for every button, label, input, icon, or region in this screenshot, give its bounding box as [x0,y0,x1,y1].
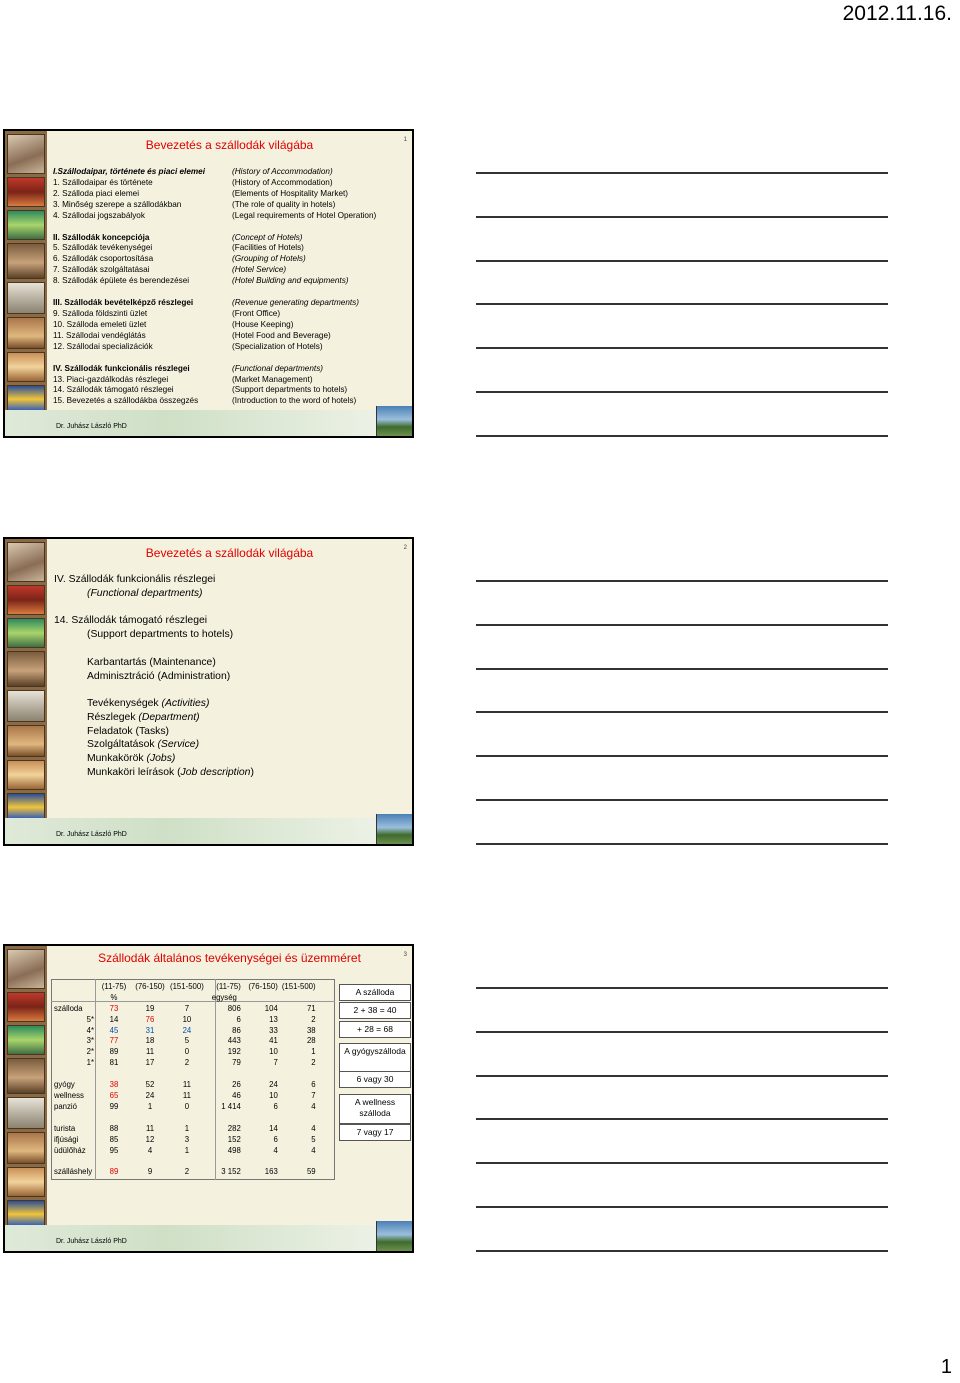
value-cell: 13 [269,1014,278,1024]
toc-row: 15. Bevezetés a szállodákba összegzés (Introduction to the word of hotels) [53,396,357,406]
table-row [52,1014,318,1025]
unit-label: % [110,992,118,1002]
value-cell: 24 [269,1080,278,1090]
table-row [52,1057,318,1068]
value-cell: 59 [306,1167,316,1177]
value-cell: 0 [184,1047,190,1057]
row-label: üdülőház [54,1145,86,1155]
table-unit-row [52,992,318,1003]
value-cell: 12 [145,1134,155,1144]
column-header: (76-150) [135,981,165,991]
value-cell: 192 [227,1047,241,1057]
value-cell: 282 [227,1123,241,1133]
table-row [52,1025,318,1036]
row-label: turista [54,1123,76,1133]
table-cell [52,1155,96,1166]
table-cell [52,1112,96,1123]
value-cell: 24 [182,1025,192,1035]
restaurant-photo [7,585,45,615]
row-label: 5* [86,1014,94,1024]
value-cell: 71 [306,1003,316,1013]
slide-3 [3,944,414,1253]
value-cell: 19 [145,1003,155,1013]
list-item: Szolgáltatások (Service) [87,739,200,751]
lobby-photo [7,243,45,279]
hotel-size-table [52,981,318,1177]
cleaning-cart-photo [7,385,45,411]
page-date: 2012.11.16. [842,2,952,25]
slide-author: Dr. Juhász László PhD [56,1238,127,1245]
cleaning-cart-photo [7,1200,45,1226]
row-label: panzió [54,1101,77,1111]
note-line [476,1206,888,1208]
column-header: (76-150) [248,981,278,991]
row-label: 4* [86,1025,94,1035]
column-header: (151-500) [170,981,204,991]
subheading-en: (Support departments to hotels) [87,629,234,641]
note-line [476,303,888,305]
bedroom-photo [7,760,45,790]
toc-row: 9. Szálloda földszinti üzlet (Front Office) [53,308,281,318]
column-header: (11-75) [216,981,241,991]
value-cell: 18 [145,1036,155,1046]
bold-item: Karbantartás (Maintenance) [87,656,216,668]
table-gap-row [52,1155,318,1166]
note-line [476,260,888,262]
photo-strip [5,539,47,844]
table-gap-row [52,1068,318,1079]
note-line [476,799,888,801]
side-box: A szálloda [339,984,411,1001]
note-line [476,347,888,349]
value-cell: 498 [227,1145,241,1155]
subheading: 14. Szállodák támogató részlegei [54,615,208,627]
slide-2 [3,537,414,846]
side-box: A gyógyszálloda [339,1043,411,1073]
value-cell: 7 [184,1003,190,1013]
note-line [476,1162,888,1164]
table-row [52,1123,318,1134]
value-cell: 11 [182,1090,191,1100]
service-photo [7,1097,45,1129]
slide-number: 2 [403,545,407,551]
table-row [52,1145,318,1156]
value-cell: 4 [311,1101,316,1111]
table-row [52,1166,318,1177]
table-row [52,1101,318,1112]
value-cell: 24 [145,1090,155,1100]
value-cell: 163 [264,1167,278,1177]
side-box: 7 vagy 17 [339,1124,411,1141]
table-cell [243,992,280,1003]
value-cell: 10 [269,1047,278,1057]
value-cell: 86 [232,1025,241,1035]
value-cell: 89 [109,1167,119,1177]
value-cell: 52 [145,1080,155,1090]
column-header: (11-75) [101,981,127,991]
row-label: 3* [86,1036,94,1046]
service-photo [7,690,45,722]
side-box: 2 + 38 = 40 [339,1002,411,1019]
value-cell: 2 [311,1014,316,1024]
room-photo [7,725,45,757]
photo-strip [5,131,47,436]
note-line [476,1118,888,1120]
reception-photo [7,210,45,240]
note-line [476,668,888,670]
photo-strip [5,946,47,1251]
value-cell: 41 [269,1036,278,1046]
value-cell: 11 [182,1080,191,1090]
value-cell: 73 [109,1003,119,1013]
value-cell: 77 [109,1036,119,1046]
value-cell: 38 [306,1025,316,1035]
slide-author: Dr. Juhász László PhD [56,423,127,430]
room-photo [7,1132,45,1164]
room-photo [7,317,45,349]
value-cell: 76 [145,1014,155,1024]
column-header: (151-500) [281,981,316,991]
value-cell: 3 152 [221,1167,241,1177]
slide-author: Dr. Juhász László PhD [56,831,127,838]
toc-row: II. Szállodák koncepciója (Concept of Hotels) [53,232,303,242]
value-cell: 11 [145,1047,155,1057]
value-cell: 26 [232,1080,241,1090]
value-cell: 6 [273,1101,278,1111]
value-cell: 152 [227,1134,241,1144]
page-number: 1 [940,1356,952,1378]
toc-row: 13. Piaci-gazdálkodás részlegei (Market Management) [53,374,313,384]
list-item: Részlegek (Department) [87,711,200,723]
side-box: A wellness szálloda [339,1094,411,1124]
table-cell [168,992,206,1003]
portrait-photo [7,542,45,582]
lobby-photo [7,651,45,687]
toc-row: III. Szállodák bevételképző részlegei (Revenue generating departments) [53,298,359,308]
value-cell: 45 [109,1025,119,1035]
resort-photo [376,406,412,436]
reception-photo [7,1025,45,1055]
list-item: Feladatok (Tasks) [87,725,169,737]
list-item: Munkakörök (Jobs) [87,753,176,765]
service-photo [7,282,45,314]
slide-title: Bevezetés a szállodák világába [145,546,314,560]
value-cell: 4 [311,1123,316,1133]
table-cell [52,981,96,992]
slide-body [54,573,254,779]
table-header-row [52,981,318,992]
reception-photo [7,618,45,648]
value-cell: 9 [147,1167,153,1177]
note-line [476,172,888,174]
value-cell: 806 [227,1003,241,1013]
value-cell: 10 [269,1090,278,1100]
side-box: + 28 = 68 [339,1021,411,1038]
row-label: 1* [86,1058,94,1068]
note-line [476,1250,888,1252]
toc-row: IV. Szállodák funkcionális részlegei (Functional departments) [53,363,324,373]
note-line [476,711,888,713]
value-cell: 65 [109,1090,119,1100]
restaurant-photo [7,992,45,1022]
table-cell [52,1068,96,1079]
toc-row: 8. Szállodák épülete és berendezései (Hotel Building and equipments) [53,276,349,286]
value-cell: 99 [109,1101,119,1111]
value-cell: 33 [269,1025,278,1035]
note-line [476,755,888,757]
value-cell: 4 [311,1145,316,1155]
table-row [52,1003,318,1014]
toc-row: 2. Szálloda piaci elemei (Elements of Hospitality Market) [53,188,349,198]
value-cell: 17 [145,1058,155,1068]
heading: IV. Szállodák funkcionális részlegei [54,574,216,585]
slide-number: 3 [403,952,407,958]
toc-row: 1. Szállodaipar és története (History of Accommodation) [53,177,333,187]
value-cell: 1 [184,1123,190,1133]
toc-row: 14. Szállodák támogató részlegei (Support departments to hotels) [53,385,348,395]
table-of-contents [53,167,376,407]
toc-row: 12. Szállodai specializációk (Specialization of Hotels) [53,341,323,351]
table-row [52,1090,318,1101]
toc-row: 11. Szállodai vendéglátás (Hotel Food and Beverage) [53,330,331,340]
value-cell: 104 [264,1003,278,1013]
value-cell: 85 [109,1134,119,1144]
value-cell: 0 [184,1101,190,1111]
toc-row: I.Szállodaipar, története és piaci elemei (History of Accommodation) [53,167,333,176]
value-cell: 11 [145,1123,155,1133]
slide-1 [3,129,414,438]
value-cell: 7 [311,1090,316,1100]
value-cell: 2 [311,1058,316,1068]
row-label: 2* [86,1047,94,1057]
toc-row: 4. Szállodai jogszabályok (Legal requirements of Hotel Operation) [53,210,377,220]
value-cell: 2 [184,1058,190,1068]
row-label: szálláshely [54,1167,93,1177]
value-cell: 89 [109,1047,119,1057]
value-cell: 46 [232,1090,241,1100]
resort-photo [376,814,412,844]
heading-en: (Functional departments) [87,587,203,599]
value-cell: 14 [269,1123,278,1133]
value-cell: 79 [232,1058,241,1068]
value-cell: 95 [109,1145,119,1155]
note-line [476,843,888,845]
row-label: szálloda [54,1003,83,1013]
toc-row: 10. Szálloda emeleti üzlet (House Keeping) [53,319,294,329]
value-cell: 31 [145,1025,155,1035]
value-cell: 4 [273,1145,278,1155]
row-label: gyógy [54,1080,75,1090]
value-cell: 38 [109,1080,119,1090]
table-cell [52,992,96,1003]
note-line [476,624,888,626]
value-cell: 10 [182,1014,192,1024]
note-line [476,580,888,582]
table-cell [132,992,168,1003]
note-line [476,1075,888,1077]
lobby-photo [7,1058,45,1094]
list-item: Tevékenységek (Activities) [87,698,210,710]
note-line [476,216,888,218]
toc-row: 3. Minőség szerepe a szállodákban (The role of quality in hotels) [53,199,336,209]
note-line [476,435,888,437]
toc-row: 7. Szállodák szolgáltatásai (Hotel Service) [53,265,287,275]
row-label: ifjúsági [54,1134,79,1144]
note-line [476,391,888,393]
toc-row: 5. Szállodák tevékenységei (Facilities of Hotels) [53,243,304,253]
side-box: 6 vagy 30 [339,1071,411,1088]
value-cell: 2 [184,1167,190,1177]
unit-label: egység [211,992,237,1002]
toc-row: 6. Szállodák csoportosítása (Grouping of Hotels) [53,254,306,264]
value-cell: 7 [273,1058,278,1068]
value-cell: 88 [109,1123,119,1133]
table-row [52,1134,318,1145]
bedroom-photo [7,1167,45,1197]
bedroom-photo [7,352,45,382]
slide-number: 1 [403,137,407,143]
slide-title: Bevezetés a szállodák világába [145,138,314,152]
row-label: wellness [54,1090,84,1100]
table-row [52,1035,318,1046]
value-cell: 4 [147,1145,153,1155]
value-cell: 5 [184,1036,190,1046]
bold-item: Adminisztráció (Administration) [87,670,231,682]
cleaning-cart-photo [7,793,45,819]
value-cell: 1 414 [221,1101,241,1111]
portrait-photo [7,134,45,174]
value-cell: 6 [273,1134,278,1144]
table-gap-row [52,1112,318,1123]
resort-photo [376,1221,412,1251]
slide-title: Szállodák általános tevékenységei és üzemméret [98,951,361,965]
value-cell: 1 [311,1047,316,1057]
portrait-photo [7,949,45,989]
value-cell: 14 [109,1014,119,1024]
value-cell: 5 [311,1134,316,1144]
value-cell: 6 [236,1014,241,1024]
table-row [52,1046,318,1057]
note-line [476,987,888,989]
restaurant-photo [7,177,45,207]
value-cell: 28 [306,1036,316,1046]
note-line [476,1031,888,1033]
value-cell: 81 [109,1058,119,1068]
value-cell: 6 [311,1080,316,1090]
value-cell: 1 [147,1101,153,1111]
value-cell: 3 [184,1134,190,1144]
table-cell [280,992,318,1003]
list-item: Munkaköri leírások (Job description) [87,766,254,778]
value-cell: 1 [184,1145,190,1155]
table-row [52,1079,318,1090]
value-cell: 443 [227,1036,241,1046]
